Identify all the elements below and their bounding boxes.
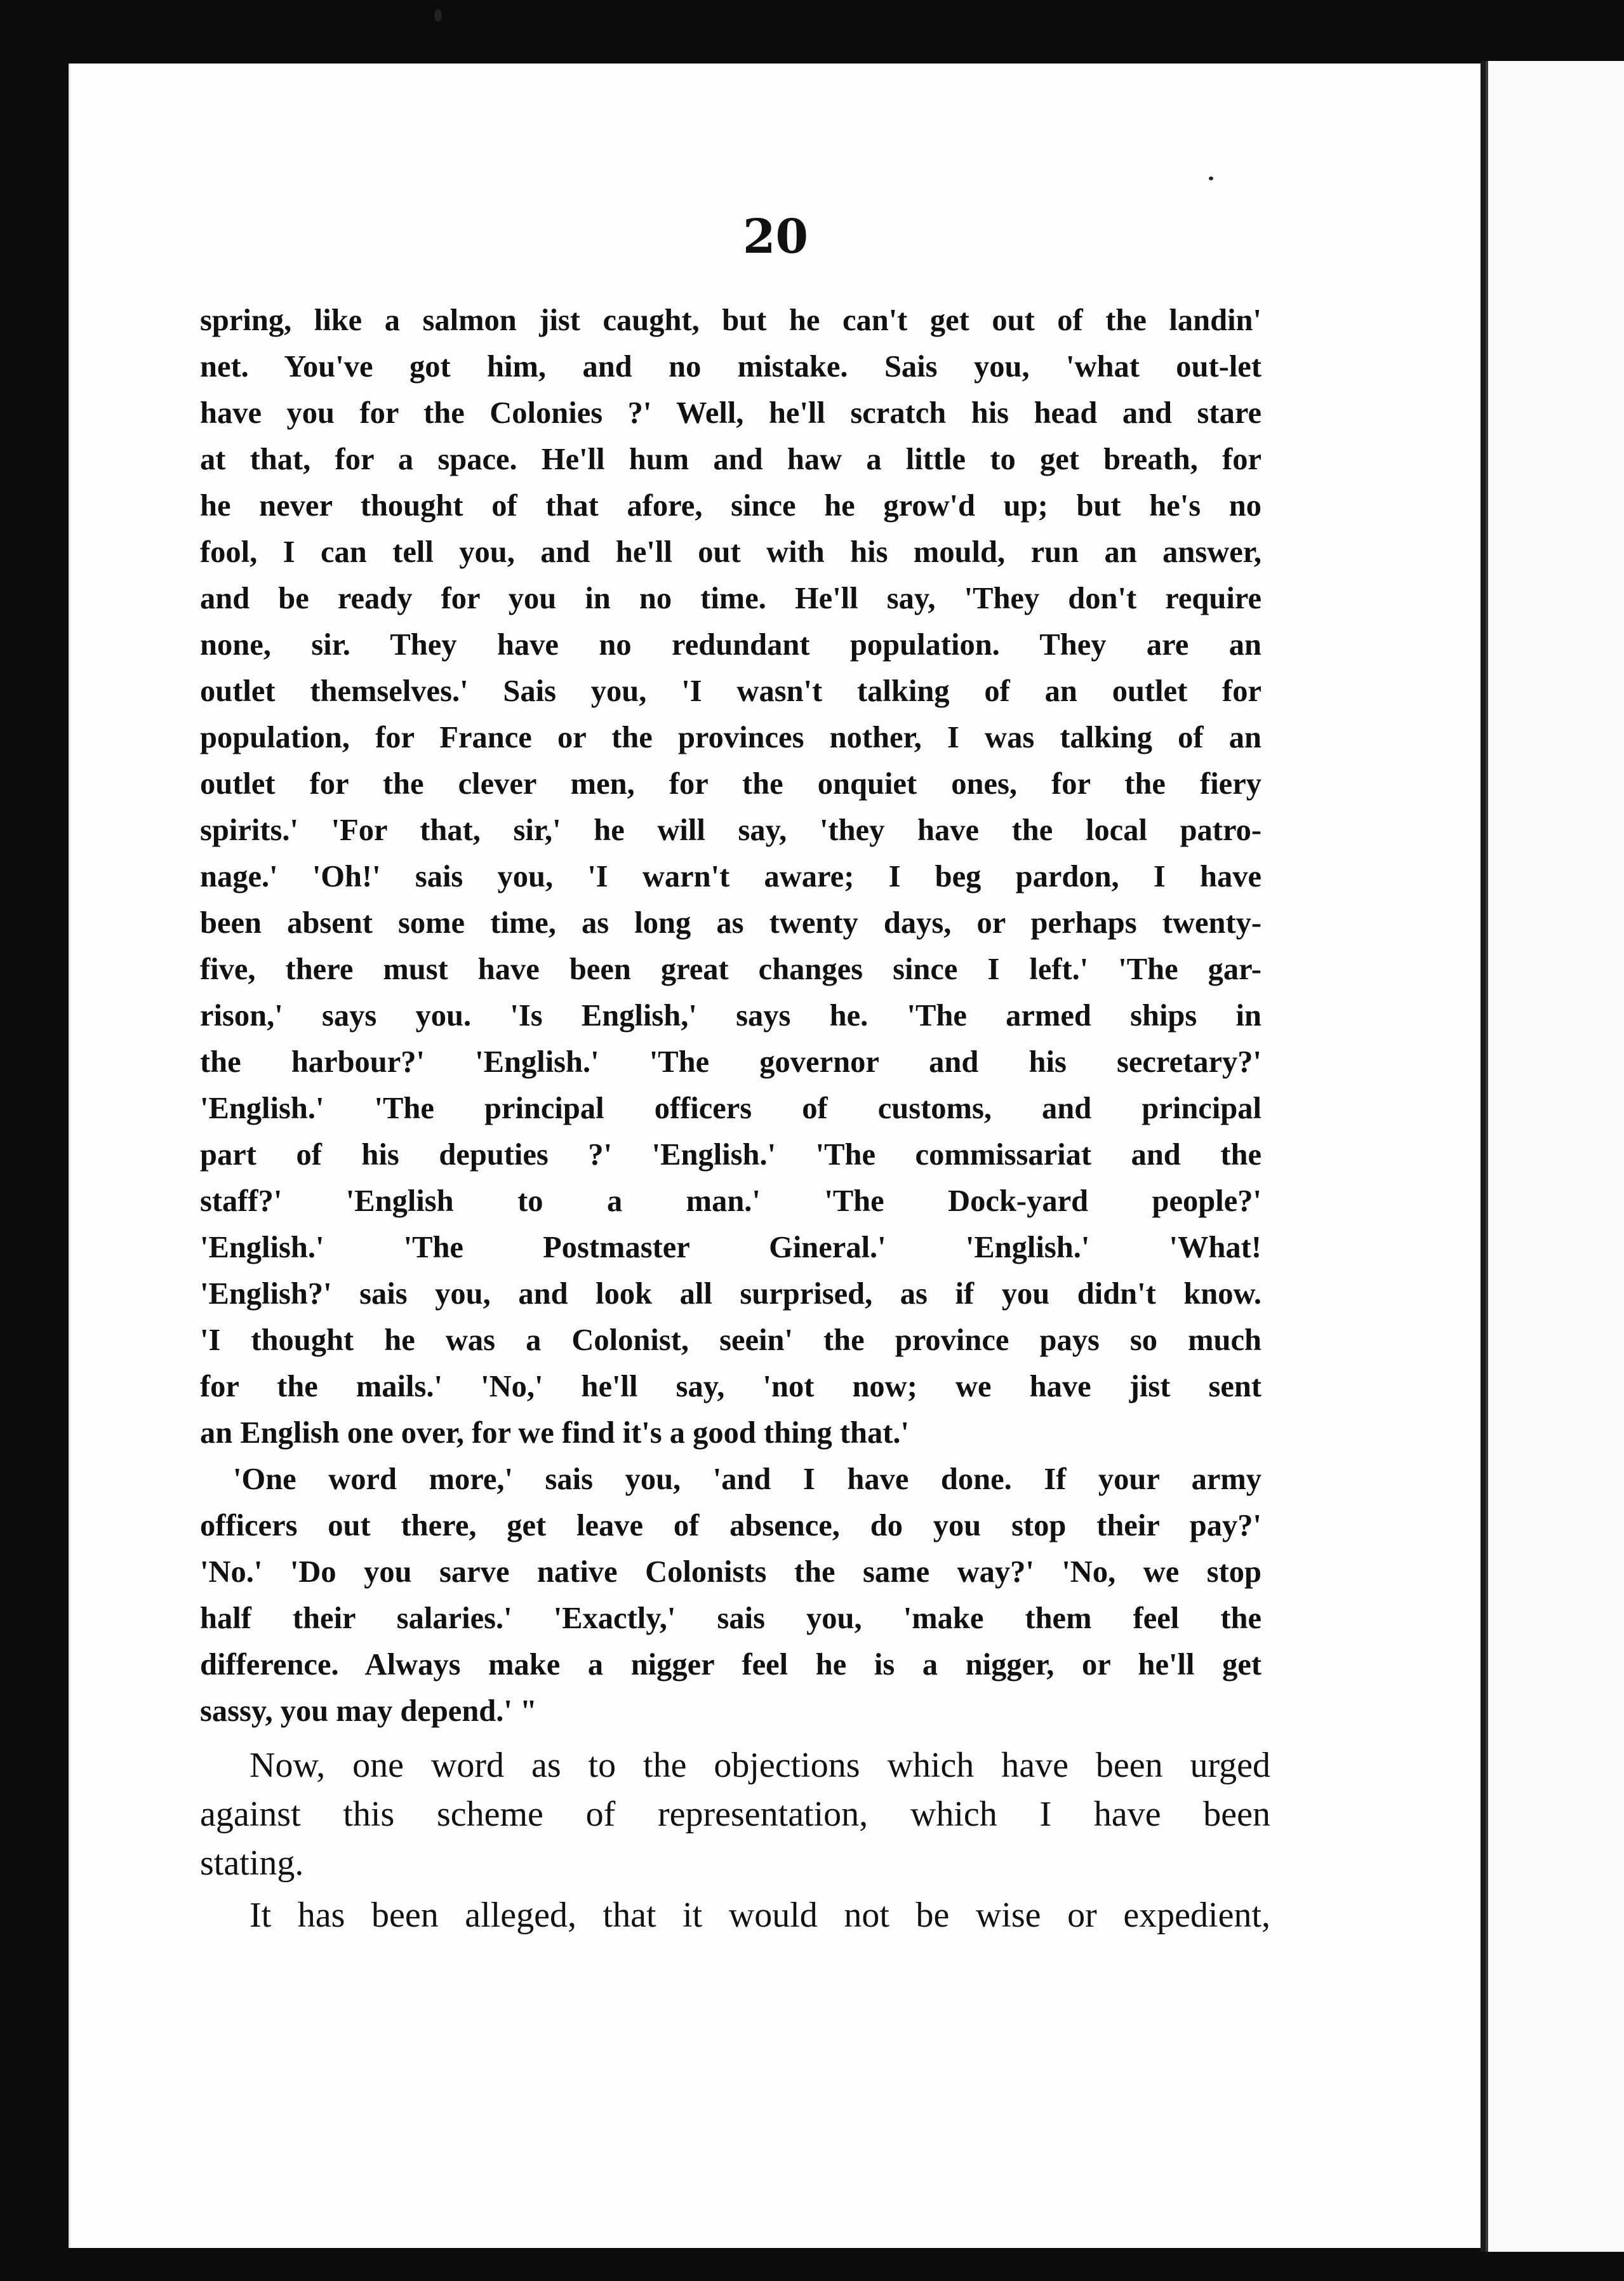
quoted-line: and be ready for you in no time. He'll say, 'They don't require: [200, 582, 1261, 615]
scan-speck: [1209, 177, 1213, 180]
book-gutter: [1481, 61, 1486, 2252]
page-number: 20: [743, 210, 808, 264]
quoted-line: nage.' 'Oh!' sais you, 'I warn't aware; I beg pardon, I have: [200, 860, 1261, 893]
quoted-line: spring, like a salmon jist caught, but he can't get out of the landin': [200, 304, 1261, 337]
body-paragraph-1: [200, 1741, 1270, 1888]
quoted-line: half their salaries.' 'Exactly,' sais you, 'make them feel the: [200, 1602, 1261, 1635]
quoted-line: he never thought of that afore, since he grow'd up; but he's no: [200, 489, 1261, 523]
quoted-line: the harbour?' 'English.' 'The governor and his secretary?': [200, 1045, 1261, 1079]
quoted-line: five, there must have been great changes since I left.' 'The gar-: [200, 953, 1261, 986]
quoted-line: part of his deputies ?' 'English.' 'The commissariat and the: [200, 1138, 1261, 1172]
quoted-line: net. You've got him, and no mistake. Sais you, 'what out-let: [200, 350, 1261, 384]
quoted-line: sassy, you may depend.' ": [200, 1694, 537, 1728]
body-paragraph-2: [200, 1891, 1270, 1940]
quoted-line: officers out there, get leave of absence, do you stop their pay?': [200, 1509, 1261, 1542]
quoted-line: an English one over, for we find it's a good thing that.': [200, 1416, 910, 1450]
quoted-line: 'One word more,' sais you, 'and I have done. If your army: [233, 1462, 1261, 1496]
facing-page-edge: [1486, 61, 1624, 2252]
body-line: It has been alleged, that it would not be wise or expedient,: [250, 1896, 1270, 1935]
quoted-line: staff?' 'English to a man.' 'The Dock-yard people?': [200, 1184, 1261, 1218]
quoted-line: rison,' says you. 'Is English,' says he. 'The armed ships in: [200, 999, 1261, 1033]
scan-speck: [434, 9, 442, 22]
quoted-line: outlet themselves.' Sais you, 'I wasn't talking of an outlet for: [200, 674, 1261, 708]
quoted-line: 'English.' 'The Postmaster Gineral.' 'English.' 'What!: [200, 1231, 1261, 1264]
quoted-line: difference. Always make a nigger feel he is a nigger, or he'll get: [200, 1648, 1261, 1682]
body-line: Now, one word as to the objections which have been urged: [250, 1746, 1270, 1785]
body-line: stating.: [200, 1843, 304, 1883]
quoted-line: have you for the Colonies ?' Well, he'll scratch his head and stare: [200, 396, 1261, 430]
quoted-line: 'English.' 'The principal officers of customs, and principal: [200, 1092, 1261, 1125]
quoted-line: population, for France or the provinces nother, I was talking of an: [200, 721, 1261, 754]
quoted-passage: [200, 297, 1261, 1734]
quoted-line: 'I thought he was a Colonist, seein' the province pays so much: [200, 1323, 1261, 1357]
quoted-line: outlet for the clever men, for the onquiet ones, for the fiery: [200, 767, 1261, 801]
quoted-line: for the mails.' 'No,' he'll say, 'not now; we have jist sent: [200, 1370, 1261, 1403]
quoted-line: none, sir. They have no redundant population. They are an: [200, 628, 1261, 662]
quoted-line: 'No.' 'Do you sarve native Colonists the same way?' 'No, we stop: [200, 1555, 1261, 1589]
quoted-line: fool, I can tell you, and he'll out with his mould, run an answer,: [200, 535, 1261, 569]
body-line: against this scheme of representation, which I have been: [200, 1795, 1270, 1834]
quoted-line: 'English?' sais you, and look all surprised, as if you didn't know.: [200, 1277, 1261, 1311]
quoted-line: spirits.' 'For that, sir,' he will say, 'they have the local patro-: [200, 813, 1261, 847]
quoted-line: been absent some time, as long as twenty days, or perhaps twenty-: [200, 906, 1261, 940]
quoted-line: at that, for a space. He'll hum and haw a little to get breath, for: [200, 443, 1261, 476]
